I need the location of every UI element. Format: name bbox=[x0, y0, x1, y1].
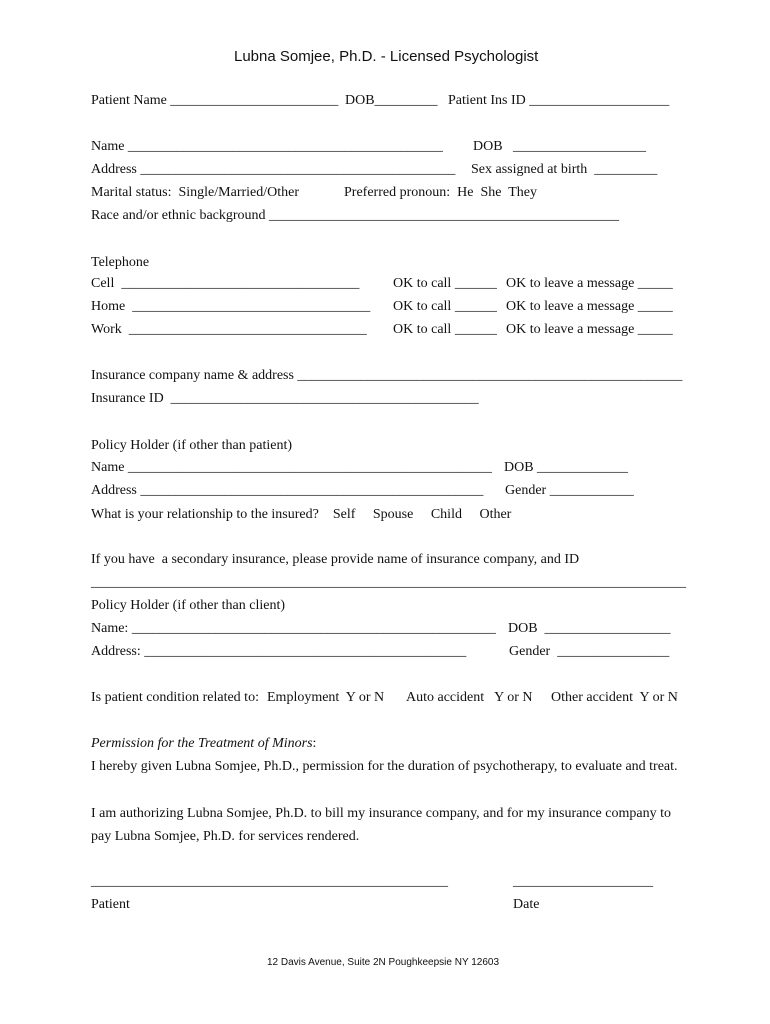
authorization-text-line-1: I am authorizing Lubna Somjee, Ph.D. to bill my insurance company, and for my insurance company to bbox=[91, 806, 671, 821]
minors-heading-text: Permission for the Treatment of Minors bbox=[91, 736, 313, 751]
sex-assigned-field[interactable]: Sex assigned at birth _________ bbox=[471, 162, 658, 177]
page-title: Lubna Somjee, Ph.D. - Licensed Psychologist bbox=[234, 48, 539, 65]
marital-status[interactable]: Marital status: Single/Married/Other bbox=[91, 185, 300, 200]
home-ok-to-leave-message[interactable]: OK to leave a message _____ bbox=[506, 299, 673, 314]
patient-signature-line[interactable]: ___________________________________________________ bbox=[91, 874, 448, 889]
policy-holder-2-address-field[interactable]: Address: ______________________________________________ bbox=[91, 644, 467, 659]
date-signature-line[interactable]: ____________________ bbox=[513, 874, 653, 889]
work-ok-to-leave-message[interactable]: OK to leave a message _____ bbox=[506, 322, 673, 337]
secondary-insurance-prompt: If you have a secondary insurance, please provide name of insurance company, and ID bbox=[91, 552, 580, 567]
footer-address: 12 Davis Avenue, Suite 2N Poughkeepsie NY 12603 bbox=[267, 957, 500, 968]
auto-accident-y-or-n[interactable]: Auto accident Y or N bbox=[406, 690, 533, 705]
address-field[interactable]: Address _____________________________________________ bbox=[91, 162, 456, 177]
minors-heading bbox=[91, 736, 316, 752]
home-field[interactable]: Home __________________________________ bbox=[91, 299, 371, 314]
employment-y-or-n[interactable]: Employment Y or N bbox=[267, 690, 385, 705]
insurance-id-field[interactable]: Insurance ID ____________________________________________ bbox=[91, 391, 479, 406]
insurance-company-field[interactable]: Insurance company name & address _______________________________________________________ bbox=[91, 368, 683, 383]
race-ethnicity-field[interactable]: Race and/or ethnic background __________________________________________________ bbox=[91, 208, 620, 223]
cell-ok-to-call[interactable]: OK to call ______ bbox=[393, 276, 497, 291]
minors-heading-colon: : bbox=[312, 736, 317, 751]
other-accident-y-or-n[interactable]: Other accident Y or N bbox=[551, 690, 678, 705]
policy-holder-dob-field[interactable]: DOB _____________ bbox=[504, 460, 629, 475]
date-signature-label: Date bbox=[513, 897, 540, 912]
policy-holder-heading: Policy Holder (if other than patient) bbox=[91, 438, 292, 453]
patient-name-field[interactable]: Patient Name ________________________ bbox=[91, 93, 339, 108]
secondary-insurance-field[interactable]: _____________________________________________________________________________________ bbox=[91, 575, 686, 590]
policy-holder-2-name-field[interactable]: Name: ____________________________________________________ bbox=[91, 621, 496, 636]
policy-holder-2-heading: Policy Holder (if other than client) bbox=[91, 598, 285, 613]
telephone-heading: Telephone bbox=[91, 255, 150, 270]
relationship-to-insured[interactable]: What is your relationship to the insured? Self Spouse Child Other bbox=[91, 507, 512, 522]
minors-permission-text: I hereby given Lubna Somjee, Ph.D., permission for the duration of psychotherapy, to evaluate and treat. bbox=[91, 759, 678, 774]
preferred-pronoun[interactable]: Preferred pronoun: He She They bbox=[344, 185, 537, 200]
patient-signature-label: Patient bbox=[91, 897, 130, 912]
policy-holder-gender-field[interactable]: Gender ____________ bbox=[505, 483, 634, 498]
policy-holder-2-dob-field[interactable]: DOB __________________ bbox=[508, 621, 671, 636]
work-ok-to-call[interactable]: OK to call ______ bbox=[393, 322, 497, 337]
policy-holder-name-field[interactable]: Name ____________________________________________________ bbox=[91, 460, 492, 475]
condition-label: Is patient condition related to: bbox=[91, 690, 259, 705]
policy-holder-2-gender-field[interactable]: Gender ________________ bbox=[509, 644, 670, 659]
work-field[interactable]: Work __________________________________ bbox=[91, 322, 367, 337]
dob-field[interactable]: DOB_________ bbox=[345, 93, 438, 108]
home-ok-to-call[interactable]: OK to call ______ bbox=[393, 299, 497, 314]
authorization-text-line-2: pay Lubna Somjee, Ph.D. for services rendered. bbox=[91, 829, 360, 844]
cell-field[interactable]: Cell __________________________________ bbox=[91, 276, 360, 291]
cell-ok-to-leave-message[interactable]: OK to leave a message _____ bbox=[506, 276, 673, 291]
patient-ins-id-field[interactable]: Patient Ins ID ____________________ bbox=[448, 93, 670, 108]
name-field[interactable]: Name _____________________________________________ bbox=[91, 139, 443, 154]
policy-holder-address-field[interactable]: Address _________________________________________________ bbox=[91, 483, 484, 498]
dob-field-2[interactable]: DOB ___________________ bbox=[473, 139, 647, 154]
